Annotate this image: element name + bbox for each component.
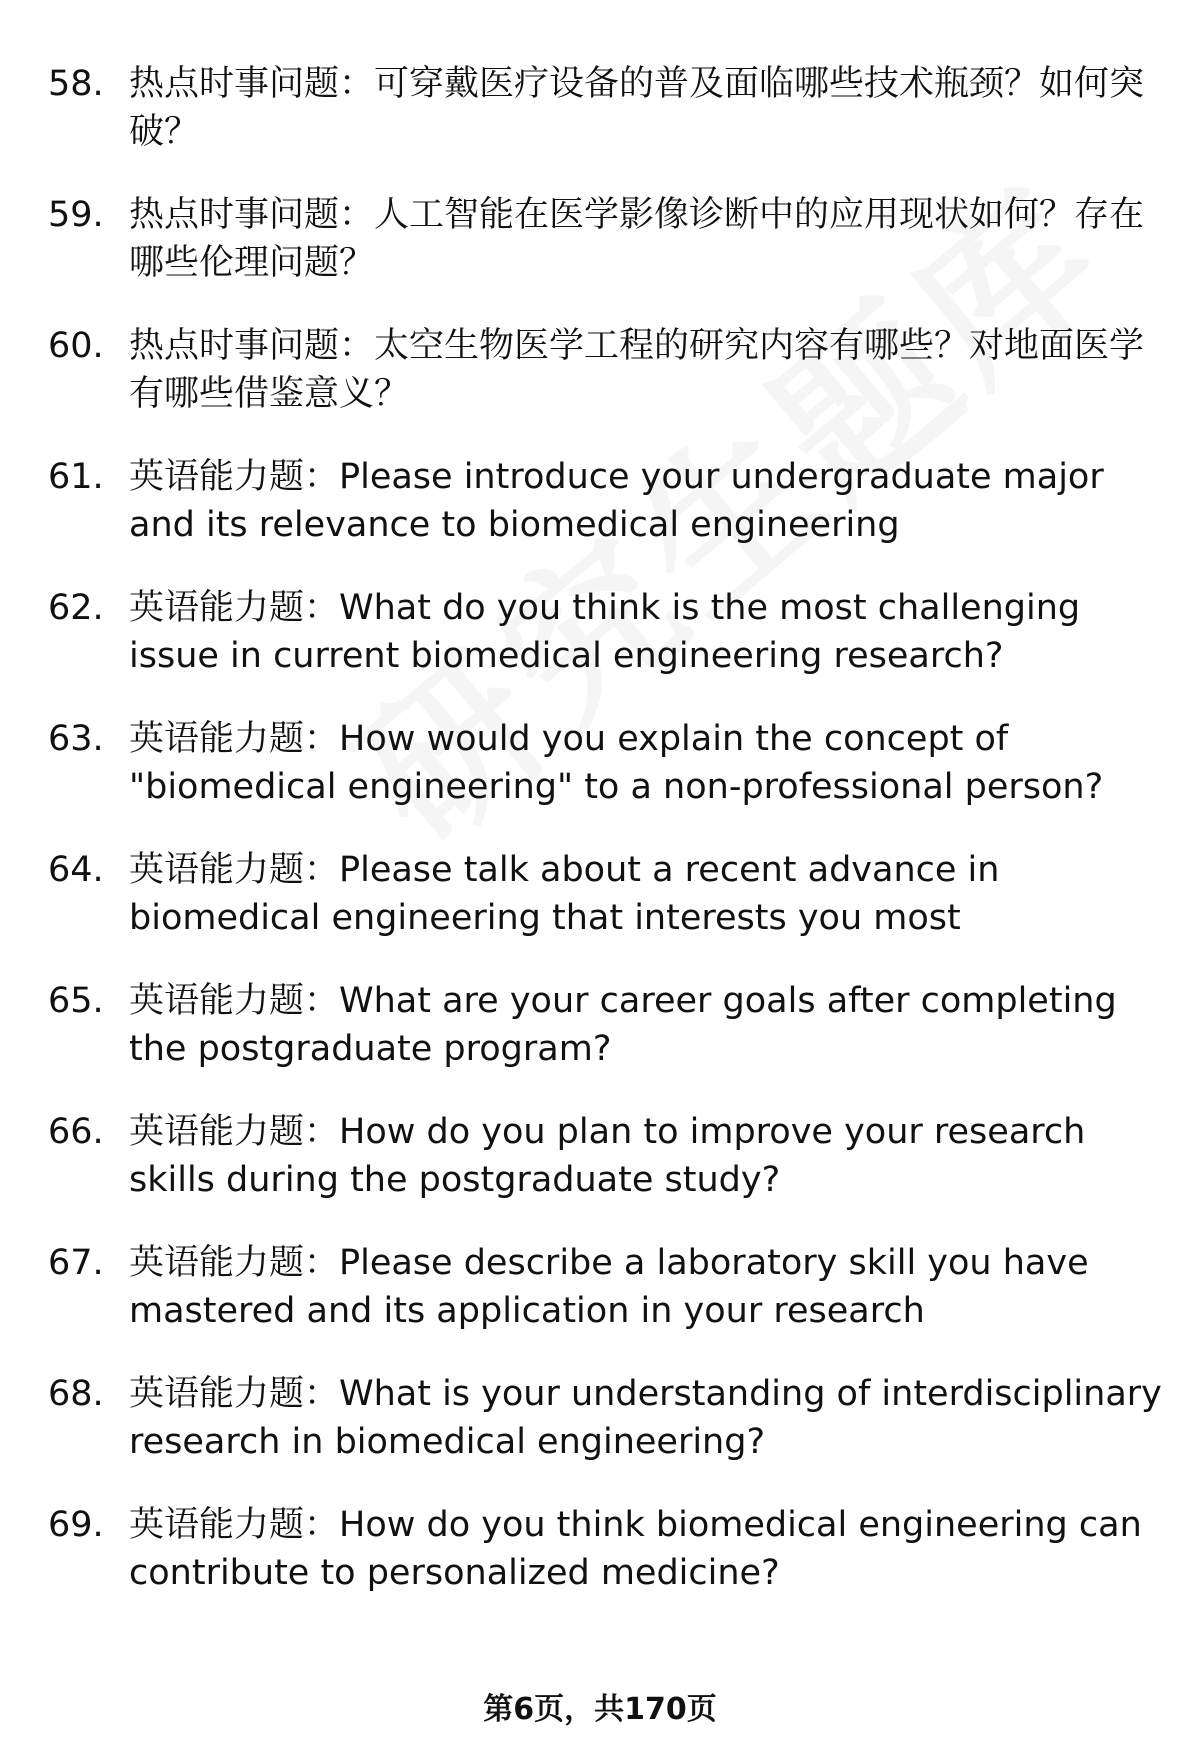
question-number: 66.	[48, 1112, 104, 1152]
question-item	[48, 846, 1163, 942]
question-item	[48, 977, 1163, 1073]
question-text: 英语能力题：What are your career goals after completing the postgraduate program?	[129, 981, 1117, 1069]
question-text: 英语能力题：How do you think biomedical engineering can contribute to personalized medicine?	[129, 1505, 1142, 1593]
question-item	[48, 584, 1163, 680]
question-number: 60.	[48, 326, 104, 366]
question-text: 英语能力题：Please introduce your undergraduate major and its relevance to biomedical engineering	[129, 457, 1104, 545]
question-number: 59.	[48, 195, 104, 235]
question-number: 69.	[48, 1505, 104, 1545]
question-item	[48, 322, 1163, 418]
question-text: 热点时事问题：人工智能在医学影像诊断中的应用现状如何？存在哪些伦理问题？	[129, 195, 1145, 283]
question-item	[48, 1501, 1163, 1597]
question-text: 英语能力题：How would you explain the concept of "biomedical engineering" to a non-professional person?	[129, 719, 1104, 807]
page-footer: 第6页，共170页	[483, 1692, 717, 1727]
question-list	[48, 60, 1163, 1632]
question-number: 68.	[48, 1374, 104, 1414]
question-item	[48, 1239, 1163, 1335]
question-text: 英语能力题：Please talk about a recent advance in biomedical engineering that interests you most	[129, 850, 1000, 938]
question-number: 67.	[48, 1243, 104, 1283]
question-text: 热点时事问题：太空生物医学工程的研究内容有哪些？对地面医学有哪些借鉴意义？	[129, 326, 1145, 414]
question-number: 65.	[48, 981, 104, 1021]
question-number: 61.	[48, 457, 104, 497]
question-text: 热点时事问题：可穿戴医疗设备的普及面临哪些技术瓶颈？如何突破？	[129, 64, 1145, 152]
question-number: 58.	[48, 64, 104, 104]
question-text: 英语能力题：What is your understanding of interdisciplinary research in biomedical engineering?	[129, 1374, 1162, 1462]
question-number: 64.	[48, 850, 104, 890]
question-item	[48, 1370, 1163, 1466]
question-number: 63.	[48, 719, 104, 759]
question-text: 英语能力题：What do you think is the most challenging issue in current biomedical engineering research?	[129, 588, 1081, 676]
question-item	[48, 715, 1163, 811]
question-item	[48, 1108, 1163, 1204]
question-text: 英语能力题：Please describe a laboratory skill you have mastered and its application in your research	[129, 1243, 1089, 1331]
question-text: 英语能力题：How do you plan to improve your research skills during the postgraduate study?	[129, 1112, 1086, 1200]
question-item	[48, 60, 1163, 156]
question-item	[48, 191, 1163, 287]
question-item	[48, 453, 1163, 549]
question-number: 62.	[48, 588, 104, 628]
